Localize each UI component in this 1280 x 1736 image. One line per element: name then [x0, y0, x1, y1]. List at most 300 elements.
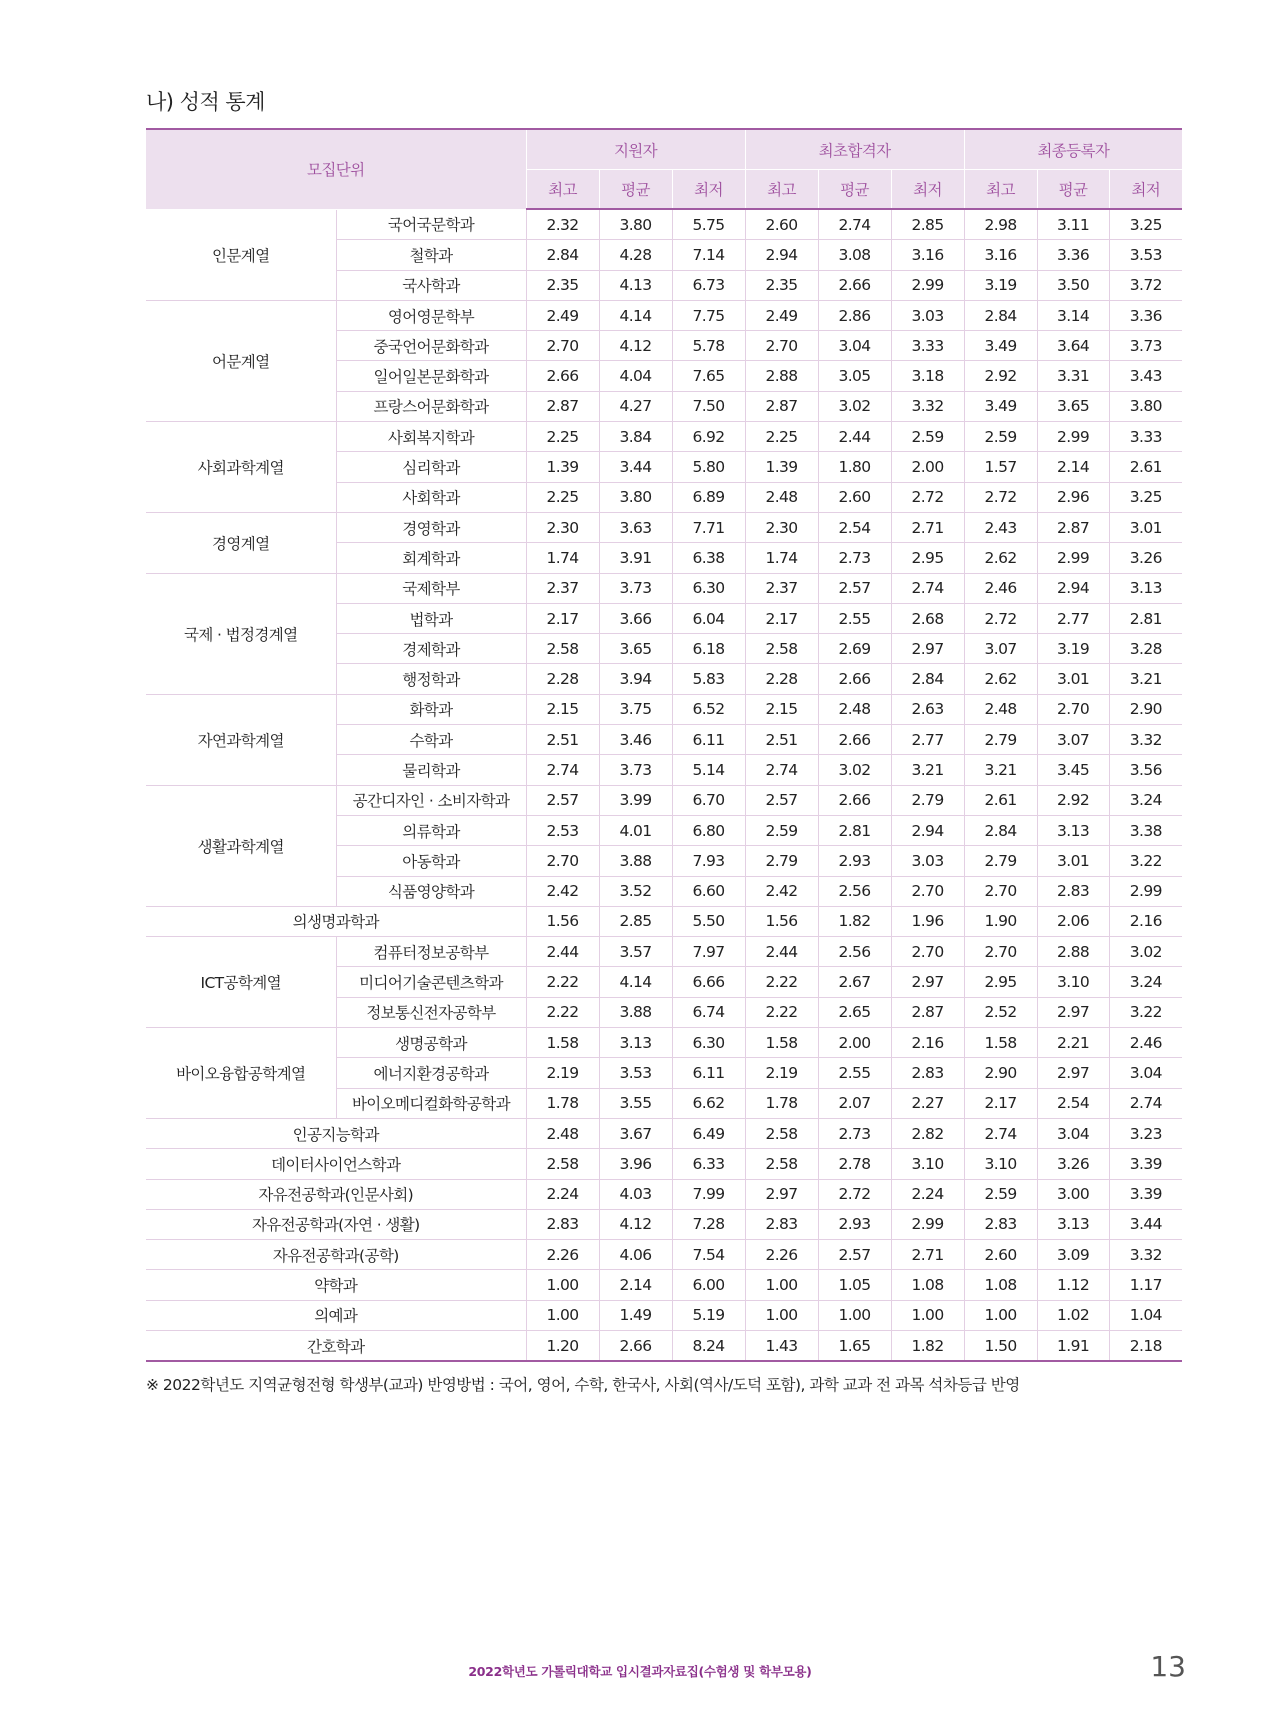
score-cell: 3.10	[1037, 967, 1109, 997]
score-cell: 3.65	[599, 634, 672, 664]
score-cell: 2.97	[891, 967, 964, 997]
score-cell: 2.46	[964, 573, 1037, 603]
score-cell: 8.24	[672, 1330, 745, 1361]
score-cell: 1.43	[745, 1330, 818, 1361]
score-cell: 2.70	[964, 937, 1037, 967]
score-cell: 1.20	[526, 1330, 599, 1361]
score-cell: 2.84	[526, 240, 599, 270]
score-cell: 2.16	[1109, 906, 1182, 936]
score-cell: 3.01	[1037, 846, 1109, 876]
score-cell: 2.60	[745, 209, 818, 240]
score-cell: 3.23	[1109, 1118, 1182, 1148]
score-cell: 3.11	[1037, 209, 1109, 240]
score-cell: 4.14	[599, 300, 672, 330]
score-cell: 1.78	[526, 1088, 599, 1118]
header-subcol: 최저	[891, 170, 964, 210]
score-cell: 2.84	[891, 664, 964, 694]
header-subcol: 최저	[672, 170, 745, 210]
score-cell: 2.73	[818, 1118, 891, 1148]
score-cell: 6.04	[672, 603, 745, 633]
score-cell: 2.58	[745, 1118, 818, 1148]
score-cell: 3.36	[1109, 300, 1182, 330]
score-cell: 2.70	[1037, 694, 1109, 724]
score-cell: 2.87	[891, 997, 964, 1027]
score-cell: 3.38	[1109, 815, 1182, 845]
score-cell: 2.35	[745, 270, 818, 300]
score-cell: 2.57	[526, 785, 599, 815]
score-cell: 3.96	[599, 1149, 672, 1179]
department-cell: 컴퓨터정보공학부	[336, 937, 526, 967]
score-statistics-table	[146, 128, 1182, 1362]
score-cell: 7.75	[672, 300, 745, 330]
score-cell: 2.88	[745, 361, 818, 391]
score-cell: 2.72	[964, 603, 1037, 633]
score-cell: 2.97	[1037, 997, 1109, 1027]
score-cell: 2.92	[964, 361, 1037, 391]
score-cell: 2.51	[526, 725, 599, 755]
score-cell: 2.74	[964, 1118, 1037, 1148]
score-cell: 7.71	[672, 512, 745, 542]
score-cell: 2.24	[891, 1179, 964, 1209]
score-cell: 3.88	[599, 846, 672, 876]
score-cell: 2.79	[964, 846, 1037, 876]
score-cell: 3.45	[1037, 755, 1109, 785]
score-cell: 2.21	[1037, 1028, 1109, 1058]
score-cell: 2.57	[818, 1240, 891, 1270]
score-cell: 2.54	[818, 512, 891, 542]
score-cell: 2.59	[964, 422, 1037, 452]
score-cell: 2.71	[891, 512, 964, 542]
score-cell: 2.81	[1109, 603, 1182, 633]
score-cell: 4.03	[599, 1179, 672, 1209]
score-cell: 2.74	[891, 573, 964, 603]
table-body	[146, 209, 1182, 1361]
score-cell: 3.22	[1109, 846, 1182, 876]
unit-name-cell: 간호학과	[146, 1330, 526, 1361]
score-cell: 2.66	[599, 1330, 672, 1361]
score-cell: 2.83	[891, 1058, 964, 1088]
score-cell: 2.44	[526, 937, 599, 967]
score-cell: 3.43	[1109, 361, 1182, 391]
score-cell: 4.01	[599, 815, 672, 845]
score-cell: 3.56	[1109, 755, 1182, 785]
table-row	[146, 1300, 1182, 1330]
score-cell: 2.19	[745, 1058, 818, 1088]
score-cell: 2.51	[745, 725, 818, 755]
unit-name-cell: 약학과	[146, 1270, 526, 1300]
score-cell: 3.44	[599, 452, 672, 482]
score-cell: 3.18	[891, 361, 964, 391]
score-cell: 2.87	[526, 391, 599, 421]
score-cell: 7.99	[672, 1179, 745, 1209]
score-cell: 2.54	[1037, 1088, 1109, 1118]
table-row	[146, 300, 1182, 330]
score-cell: 2.56	[818, 876, 891, 906]
score-cell: 4.28	[599, 240, 672, 270]
score-cell: 3.09	[1037, 1240, 1109, 1270]
score-cell: 2.55	[818, 603, 891, 633]
score-cell: 3.01	[1109, 512, 1182, 542]
score-cell: 1.05	[818, 1270, 891, 1300]
header-group-first-admits: 최초합격자	[745, 129, 964, 170]
score-cell: 2.18	[1109, 1330, 1182, 1361]
header-subcol: 평균	[818, 170, 891, 210]
score-cell: 1.08	[964, 1270, 1037, 1300]
score-cell: 2.74	[745, 755, 818, 785]
score-cell: 1.50	[964, 1330, 1037, 1361]
score-cell: 5.80	[672, 452, 745, 482]
score-cell: 1.56	[526, 906, 599, 936]
score-cell: 2.62	[964, 543, 1037, 573]
score-cell: 3.13	[599, 1028, 672, 1058]
score-cell: 3.01	[1037, 664, 1109, 694]
page-number: 13	[1150, 1650, 1186, 1683]
score-cell: 3.73	[1109, 331, 1182, 361]
department-cell: 정보통신전자공학부	[336, 997, 526, 1027]
score-cell: 3.55	[599, 1088, 672, 1118]
score-cell: 2.98	[964, 209, 1037, 240]
score-cell: 2.70	[891, 876, 964, 906]
score-cell: 2.58	[745, 1149, 818, 1179]
score-cell: 7.28	[672, 1209, 745, 1239]
score-cell: 1.58	[964, 1028, 1037, 1058]
score-cell: 2.73	[818, 543, 891, 573]
score-cell: 2.60	[818, 482, 891, 512]
score-cell: 3.44	[1109, 1209, 1182, 1239]
score-cell: 2.81	[818, 815, 891, 845]
score-cell: 2.17	[745, 603, 818, 633]
score-cell: 2.22	[526, 997, 599, 1027]
score-cell: 3.94	[599, 664, 672, 694]
score-cell: 2.99	[891, 1209, 964, 1239]
score-cell: 3.65	[1037, 391, 1109, 421]
score-cell: 3.32	[1109, 1240, 1182, 1270]
table-row	[146, 1149, 1182, 1179]
score-cell: 2.90	[1109, 694, 1182, 724]
score-cell: 6.18	[672, 634, 745, 664]
group-name-cell: 자연과학계열	[146, 694, 336, 785]
score-cell: 3.39	[1109, 1149, 1182, 1179]
score-cell: 6.38	[672, 543, 745, 573]
score-cell: 2.72	[964, 482, 1037, 512]
score-cell: 2.48	[964, 694, 1037, 724]
score-cell: 2.69	[818, 634, 891, 664]
score-cell: 2.87	[1037, 512, 1109, 542]
department-cell: 법학과	[336, 603, 526, 633]
score-cell: 3.53	[1109, 240, 1182, 270]
score-cell: 2.66	[526, 361, 599, 391]
score-cell: 2.07	[818, 1088, 891, 1118]
score-cell: 2.65	[818, 997, 891, 1027]
score-cell: 3.03	[891, 300, 964, 330]
score-cell: 2.14	[1037, 452, 1109, 482]
score-cell: 1.82	[891, 1330, 964, 1361]
score-cell: 3.91	[599, 543, 672, 573]
score-cell: 1.00	[526, 1300, 599, 1330]
score-cell: 2.25	[745, 422, 818, 452]
score-cell: 3.66	[599, 603, 672, 633]
score-cell: 6.60	[672, 876, 745, 906]
score-cell: 3.36	[1037, 240, 1109, 270]
score-cell: 3.00	[1037, 1179, 1109, 1209]
score-cell: 2.70	[891, 937, 964, 967]
score-cell: 1.08	[891, 1270, 964, 1300]
score-cell: 3.02	[818, 391, 891, 421]
score-cell: 2.57	[818, 573, 891, 603]
score-cell: 4.14	[599, 967, 672, 997]
score-cell: 1.04	[1109, 1300, 1182, 1330]
score-cell: 3.24	[1109, 785, 1182, 815]
score-cell: 2.63	[891, 694, 964, 724]
score-cell: 5.50	[672, 906, 745, 936]
table-row	[146, 512, 1182, 542]
score-cell: 2.87	[745, 391, 818, 421]
score-cell: 2.44	[818, 422, 891, 452]
score-cell: 3.22	[1109, 997, 1182, 1027]
score-cell: 3.73	[599, 573, 672, 603]
score-cell: 2.94	[891, 815, 964, 845]
score-cell: 2.15	[745, 694, 818, 724]
score-cell: 2.97	[1037, 1058, 1109, 1088]
score-cell: 2.74	[1109, 1088, 1182, 1118]
score-cell: 2.30	[745, 512, 818, 542]
score-cell: 2.79	[745, 846, 818, 876]
score-cell: 2.48	[526, 1118, 599, 1148]
score-cell: 2.96	[1037, 482, 1109, 512]
department-cell: 아동학과	[336, 846, 526, 876]
score-cell: 2.60	[964, 1240, 1037, 1270]
department-cell: 경제학과	[336, 634, 526, 664]
score-cell: 2.66	[818, 270, 891, 300]
score-cell: 3.26	[1109, 543, 1182, 573]
score-cell: 3.80	[1109, 391, 1182, 421]
score-cell: 2.79	[891, 785, 964, 815]
score-cell: 2.72	[818, 1179, 891, 1209]
department-cell: 심리학과	[336, 452, 526, 482]
unit-name-cell: 자유전공학과(공학)	[146, 1240, 526, 1270]
department-cell: 일어일본문화학과	[336, 361, 526, 391]
score-cell: 2.15	[526, 694, 599, 724]
score-cell: 2.57	[745, 785, 818, 815]
score-cell: 7.54	[672, 1240, 745, 1270]
score-cell: 1.82	[818, 906, 891, 936]
score-cell: 2.90	[964, 1058, 1037, 1088]
score-cell: 2.83	[526, 1209, 599, 1239]
table-row	[146, 937, 1182, 967]
department-cell: 국제학부	[336, 573, 526, 603]
score-cell: 6.49	[672, 1118, 745, 1148]
score-cell: 2.28	[526, 664, 599, 694]
score-cell: 2.99	[1037, 422, 1109, 452]
score-cell: 3.13	[1037, 815, 1109, 845]
department-cell: 국어국문학과	[336, 209, 526, 240]
group-name-cell: 국제 · 법정경계열	[146, 573, 336, 694]
score-cell: 7.93	[672, 846, 745, 876]
score-cell: 2.56	[818, 937, 891, 967]
score-cell: 2.37	[526, 573, 599, 603]
table-row	[146, 1179, 1182, 1209]
score-cell: 2.66	[818, 785, 891, 815]
score-cell: 2.88	[1037, 937, 1109, 967]
score-cell: 3.04	[1109, 1058, 1182, 1088]
department-cell: 물리학과	[336, 755, 526, 785]
score-cell: 2.95	[891, 543, 964, 573]
score-cell: 3.88	[599, 997, 672, 1027]
section-title: 나) 성적 통계	[146, 90, 265, 114]
score-cell: 3.04	[1037, 1118, 1109, 1148]
score-cell: 5.78	[672, 331, 745, 361]
table-row	[146, 573, 1182, 603]
score-cell: 4.12	[599, 1209, 672, 1239]
score-cell: 1.91	[1037, 1330, 1109, 1361]
score-cell: 3.33	[1109, 422, 1182, 452]
score-cell: 2.78	[818, 1149, 891, 1179]
department-cell: 수학과	[336, 725, 526, 755]
score-cell: 2.66	[818, 664, 891, 694]
score-cell: 2.42	[526, 876, 599, 906]
table-row	[146, 785, 1182, 815]
department-cell: 행정학과	[336, 664, 526, 694]
score-cell: 2.77	[1037, 603, 1109, 633]
score-cell: 1.00	[745, 1270, 818, 1300]
score-cell: 1.00	[964, 1300, 1037, 1330]
score-cell: 2.62	[964, 664, 1037, 694]
score-cell: 3.02	[818, 755, 891, 785]
score-cell: 2.52	[964, 997, 1037, 1027]
score-cell: 3.19	[1037, 634, 1109, 664]
score-cell: 3.99	[599, 785, 672, 815]
score-cell: 6.62	[672, 1088, 745, 1118]
score-cell: 3.53	[599, 1058, 672, 1088]
score-cell: 2.86	[818, 300, 891, 330]
table-row	[146, 1270, 1182, 1300]
score-cell: 2.28	[745, 664, 818, 694]
department-cell: 바이오메디컬화학공학과	[336, 1088, 526, 1118]
score-cell: 3.13	[1037, 1209, 1109, 1239]
score-cell: 2.92	[1037, 785, 1109, 815]
score-cell: 3.07	[1037, 725, 1109, 755]
score-cell: 6.00	[672, 1270, 745, 1300]
score-cell: 2.30	[526, 512, 599, 542]
score-cell: 2.46	[1109, 1028, 1182, 1058]
score-cell: 2.44	[745, 937, 818, 967]
score-cell: 5.75	[672, 209, 745, 240]
score-cell: 6.92	[672, 422, 745, 452]
department-cell: 생명공학과	[336, 1028, 526, 1058]
score-cell: 1.58	[526, 1028, 599, 1058]
score-cell: 6.30	[672, 1028, 745, 1058]
table-row	[146, 1028, 1182, 1058]
score-cell: 3.39	[1109, 1179, 1182, 1209]
score-cell: 3.24	[1109, 967, 1182, 997]
score-cell: 2.95	[964, 967, 1037, 997]
score-cell: 1.74	[745, 543, 818, 573]
department-cell: 식품영양학과	[336, 876, 526, 906]
score-cell: 3.50	[1037, 270, 1109, 300]
score-cell: 2.58	[526, 634, 599, 664]
score-cell: 3.32	[1109, 725, 1182, 755]
score-cell: 2.25	[526, 482, 599, 512]
department-cell: 프랑스어문화학과	[336, 391, 526, 421]
score-cell: 3.31	[1037, 361, 1109, 391]
score-cell: 1.65	[818, 1330, 891, 1361]
score-cell: 2.59	[745, 815, 818, 845]
group-name-cell: 생활과학계열	[146, 785, 336, 906]
score-cell: 1.17	[1109, 1270, 1182, 1300]
score-cell: 2.72	[891, 482, 964, 512]
score-cell: 2.70	[526, 846, 599, 876]
score-cell: 4.27	[599, 391, 672, 421]
score-cell: 2.53	[526, 815, 599, 845]
score-cell: 2.70	[745, 331, 818, 361]
score-cell: 3.57	[599, 937, 672, 967]
score-cell: 2.74	[818, 209, 891, 240]
score-cell: 6.11	[672, 1058, 745, 1088]
score-cell: 3.75	[599, 694, 672, 724]
score-cell: 6.33	[672, 1149, 745, 1179]
score-cell: 2.66	[818, 725, 891, 755]
score-cell: 1.57	[964, 452, 1037, 482]
score-cell: 1.00	[745, 1300, 818, 1330]
score-cell: 1.39	[745, 452, 818, 482]
score-cell: 3.73	[599, 755, 672, 785]
score-cell: 3.08	[818, 240, 891, 270]
score-cell: 2.49	[745, 300, 818, 330]
score-cell: 3.14	[1037, 300, 1109, 330]
score-cell: 4.04	[599, 361, 672, 391]
score-cell: 2.71	[891, 1240, 964, 1270]
department-cell: 중국언어문화학과	[336, 331, 526, 361]
score-cell: 3.52	[599, 876, 672, 906]
header-subcol: 최고	[964, 170, 1037, 210]
table-row	[146, 1240, 1182, 1270]
score-cell: 6.52	[672, 694, 745, 724]
score-cell: 1.96	[891, 906, 964, 936]
score-cell: 1.58	[745, 1028, 818, 1058]
score-cell: 7.50	[672, 391, 745, 421]
score-cell: 2.70	[526, 331, 599, 361]
score-cell: 1.90	[964, 906, 1037, 936]
score-cell: 1.80	[818, 452, 891, 482]
score-cell: 2.26	[745, 1240, 818, 1270]
score-cell: 2.70	[964, 876, 1037, 906]
score-cell: 2.79	[964, 725, 1037, 755]
unit-name-cell: 의생명과학과	[146, 906, 526, 936]
unit-name-cell: 의예과	[146, 1300, 526, 1330]
score-cell: 3.63	[599, 512, 672, 542]
unit-name-cell: 데이터사이언스학과	[146, 1149, 526, 1179]
score-cell: 2.68	[891, 603, 964, 633]
department-cell: 에너지환경공학과	[336, 1058, 526, 1088]
score-cell: 3.21	[891, 755, 964, 785]
score-cell: 3.72	[1109, 270, 1182, 300]
score-cell: 2.97	[891, 634, 964, 664]
score-cell: 3.32	[891, 391, 964, 421]
score-cell: 1.74	[526, 543, 599, 573]
table-row	[146, 209, 1182, 240]
group-name-cell: 사회과학계열	[146, 422, 336, 513]
score-cell: 3.21	[964, 755, 1037, 785]
score-cell: 1.00	[818, 1300, 891, 1330]
score-cell: 2.22	[745, 997, 818, 1027]
score-cell: 2.00	[818, 1028, 891, 1058]
department-cell: 미디어기술콘텐츠학과	[336, 967, 526, 997]
score-cell: 3.64	[1037, 331, 1109, 361]
score-cell: 2.99	[891, 270, 964, 300]
score-cell: 1.39	[526, 452, 599, 482]
score-cell: 2.25	[526, 422, 599, 452]
score-cell: 1.49	[599, 1300, 672, 1330]
